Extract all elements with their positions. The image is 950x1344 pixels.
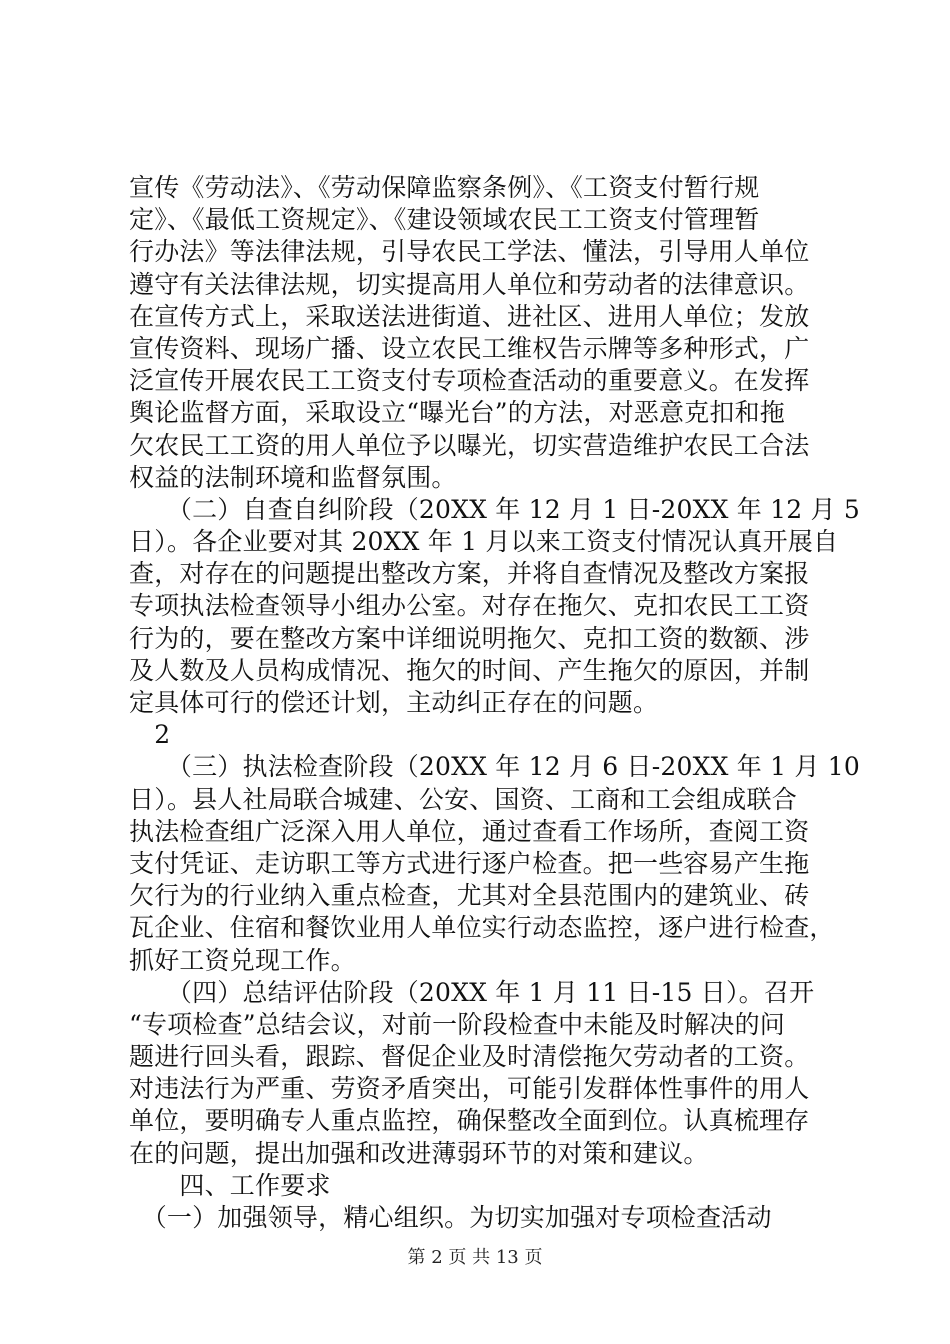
text-line: （三）执法检查阶段（20XX 年 12 月 6 日-20XX 年 1 月 10 — [129, 752, 860, 782]
text-line: 及人数及人员构成情况、拖欠的时间、产生拖欠的原因，并制 — [129, 655, 810, 685]
text-line: 行为的，要在整改方案中详细说明拖欠、克扣工资的数额、涉 — [129, 623, 810, 653]
text-line: 宣传《劳动法》、《劳动保障监察条例》、《工资支付暂行规 — [129, 173, 760, 202]
text-line: 单位，要明确专人重点监控，确保整改全面到位。认真梳理存 — [129, 1106, 810, 1136]
text-line: 查，对存在的问题提出整改方案，并将自查情况及整改方案报 — [129, 559, 810, 589]
text-line: 四、工作要求 — [129, 1170, 331, 1200]
text-line: 定具体可行的偿还计划，主动纠正存在的问题。 — [129, 688, 659, 717]
text-line: 在的问题，提出加强和改进薄弱环节的对策和建议。 — [129, 1138, 709, 1168]
text-line: 2 — [129, 720, 171, 750]
text-line: 行办法》等法律法规，引导农民工学法、懂法，引导用人单位 — [129, 237, 810, 267]
text-line: 遵守有关法律法规，切实提高用人单位和劳动者的法律意识。 — [129, 269, 810, 299]
text-line: 定》、《最低工资规定》、《建设领域农民工工资支付管理暂 — [129, 205, 760, 235]
text-line: 欠行为的行业纳入重点检查，尤其对全县范围内的建筑业、砖 — [129, 881, 810, 911]
text-line: 欠农民工工资的用人单位予以曝光，切实营造维护农民工合法 — [129, 430, 810, 460]
text-line: 在宣传方式上，采取送法进街道、进社区、进用人单位；发放 — [129, 301, 810, 331]
page-footer: 第 2 页 共 13 页 — [407, 1247, 543, 1268]
text-line: 瓦企业、住宿和餐饮业用人单位实行动态监控，逐户进行检查， — [129, 913, 835, 943]
text-line: （二）自查自纠阶段（20XX 年 12 月 1 日-20XX 年 12 月 5 — [129, 494, 860, 524]
text-line: 日）。各企业要对其 20XX 年 1 月以来工资支付情况认真开展自 — [129, 527, 839, 557]
text-line: “专项检查”总结会议，对前一阶段检查中未能及时解决的问 — [129, 1009, 785, 1039]
text-line: 抓好工资兑现工作。 — [129, 945, 356, 975]
text-line: 泛宣传开展农民工工资支付专项检查活动的重要意义。在发挥 — [129, 366, 810, 396]
body-text — [129, 172, 860, 1234]
text-line: 专项执法检查领导小组办公室。对存在拖欠、克扣农民工工资 — [129, 591, 810, 621]
text-line: 日）。县人社局联合城建、公安、国资、工商和工会组成联合 — [129, 784, 797, 814]
text-line: （一）加强领导，精心组织。为切实加强对专项检查活动 — [129, 1203, 772, 1232]
text-line: 权益的法制环境和监督氛围。 — [129, 462, 457, 492]
text-line: 支付凭证、走访职工等方式进行逐户检查。把一些容易产生拖 — [129, 848, 810, 878]
text-line: 舆论监督方面，采取设立“曝光台”的方法，对恶意克扣和拖 — [129, 398, 785, 428]
text-line: 执法检查组广泛深入用人单位，通过查看工作场所，查阅工资 — [129, 816, 810, 846]
text-line: 题进行回头看，跟踪、督促企业及时清偿拖欠劳动者的工资。 — [129, 1042, 810, 1072]
text-line: 宣传资料、现场广播、设立农民工维权告示牌等多种形式，广 — [129, 333, 810, 363]
text-line: （四）总结评估阶段（20XX 年 1 月 11 日-15 日）。召开 — [129, 977, 815, 1007]
text-line: 对违法行为严重、劳资矛盾突出，可能引发群体性事件的用人 — [129, 1074, 810, 1104]
